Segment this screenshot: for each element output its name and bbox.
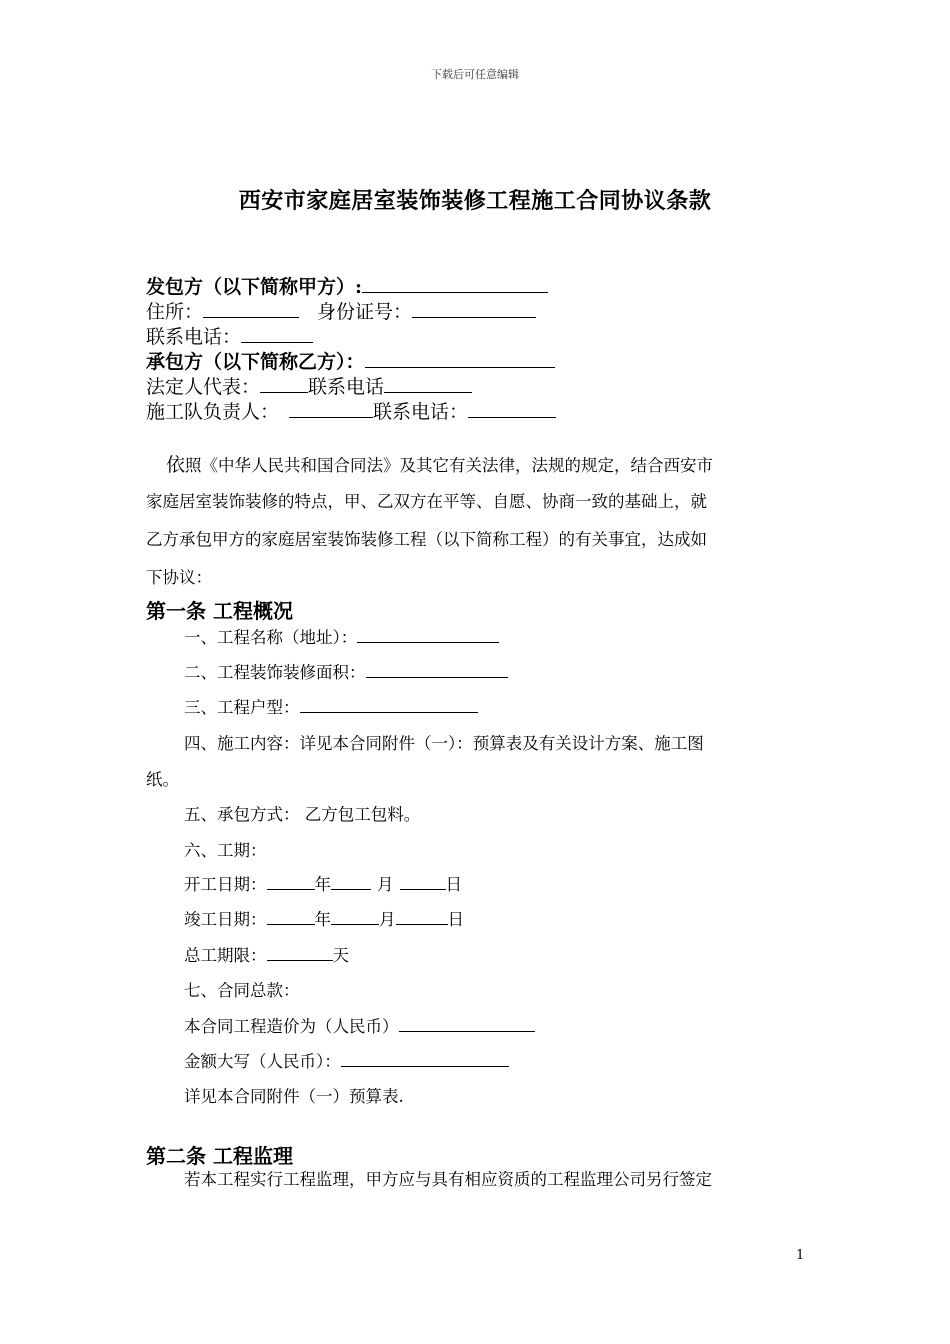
team-lead-phone-label: 联系电话： — [373, 401, 469, 423]
intro-first-char: 依 — [166, 454, 186, 476]
end-date-line — [184, 906, 464, 930]
article1-item3 — [184, 694, 478, 718]
end-year-unit: 年 — [314, 910, 331, 929]
intro-line1-text: 照《中华人民共和国合同法》及其它有关法律，法规的规定，结合西安市 — [185, 456, 714, 475]
intro-line-3: 乙方承包甲方的家庭居室装饰装修工程（以下简称工程）的有关事宜，达成如 — [146, 530, 707, 549]
page-number: 1 — [796, 1248, 805, 1263]
start-date-label: 开工日期： — [184, 875, 267, 894]
price-label: 本合同工程造价为（人民币） — [184, 1017, 399, 1036]
article1-item4-line2: 纸。 — [146, 770, 179, 789]
total-period-unit: 天 — [332, 946, 349, 965]
item3-label: 三、工程户型： — [184, 698, 300, 717]
legal-rep-blank — [260, 374, 308, 393]
client-label: 发包方（以下简称甲方）: — [146, 276, 363, 298]
detail-line: 详见本合同附件（一）预算表. — [184, 1087, 404, 1106]
price-line — [184, 1013, 535, 1037]
contractor-blank — [365, 349, 555, 368]
start-date-line — [184, 871, 462, 895]
legal-rep-phone-label: 联系电话 — [308, 376, 385, 398]
start-year-unit: 年 — [314, 875, 331, 894]
team-lead-phone-blank — [468, 399, 556, 418]
contractor-label: 承包方（以下简称乙方）： — [146, 351, 365, 373]
start-day-blank — [400, 871, 446, 890]
client-blank — [362, 274, 548, 293]
intro-line-1 — [166, 450, 713, 477]
total-period-label: 总工期限： — [184, 946, 267, 965]
total-period-line — [184, 942, 349, 966]
article1-item7: 七、合同总款： — [184, 981, 300, 1000]
article1-item2 — [184, 659, 508, 683]
client-line — [146, 274, 548, 299]
team-lead-line — [146, 399, 556, 424]
amount-line — [184, 1048, 509, 1072]
header-note: 下载后可任意编辑 — [431, 68, 519, 81]
amount-blank — [341, 1048, 509, 1067]
item3-blank — [300, 694, 478, 713]
item2-blank — [366, 659, 508, 678]
intro-line-2: 家庭居室装饰装修的特点，甲、乙双方在平等、自愿、协商一致的基础上，就 — [146, 492, 707, 511]
start-month-blank — [331, 871, 371, 890]
end-day-unit: 日 — [447, 910, 464, 929]
total-period-blank — [267, 942, 333, 961]
intro-line-4: 下协议： — [146, 568, 212, 587]
item1-blank — [357, 624, 499, 643]
start-year-blank — [267, 871, 315, 890]
article1-item4-line1: 四、施工内容：详见本合同附件（一）：预算表及有关设计方案、施工图 — [184, 734, 704, 753]
end-month-blank — [331, 906, 379, 925]
article2-heading: 第二条 工程监理 — [146, 1144, 293, 1168]
team-lead-blank — [289, 399, 373, 418]
amount-label: 金额大写（人民币）： — [184, 1052, 341, 1071]
end-date-label: 竣工日期： — [184, 910, 267, 929]
id-blank — [412, 299, 536, 318]
article2-line1: 若本工程实行工程监理，甲方应与具有相应资质的工程监理公司另行签定 — [184, 1170, 712, 1189]
legal-rep-phone-blank — [384, 374, 472, 393]
team-lead-label: 施工队负责人： — [146, 401, 280, 423]
legal-rep-label: 法定人代表： — [146, 376, 261, 398]
end-day-blank — [396, 906, 448, 925]
legal-rep-line — [146, 374, 472, 399]
article1-item1 — [184, 624, 499, 648]
start-day-unit: 日 — [445, 875, 462, 894]
end-month-unit: 月 — [379, 910, 396, 929]
article1-item6: 六、工期： — [184, 841, 267, 860]
address-blank — [203, 299, 299, 318]
phone-line — [146, 324, 313, 349]
article1-item5: 五、承包方式： 乙方包工包料。 — [184, 805, 421, 824]
item1-label: 一、工程名称（地址）： — [184, 628, 358, 647]
document-title: 西安市家庭居室装饰装修工程施工合同协议条款 — [238, 188, 712, 214]
id-label: 身份证号： — [317, 301, 413, 323]
article1-heading: 第一条 工程概况 — [146, 599, 293, 623]
end-year-blank — [267, 906, 315, 925]
address-line — [146, 299, 536, 324]
contractor-line — [146, 349, 555, 374]
item2-label: 二、工程装饰装修面积： — [184, 663, 366, 682]
phone-label: 联系电话： — [146, 326, 242, 348]
address-label: 住所： — [146, 301, 204, 323]
phone-blank — [241, 324, 313, 343]
start-month-unit: 月 — [377, 875, 394, 894]
price-blank — [399, 1013, 535, 1032]
